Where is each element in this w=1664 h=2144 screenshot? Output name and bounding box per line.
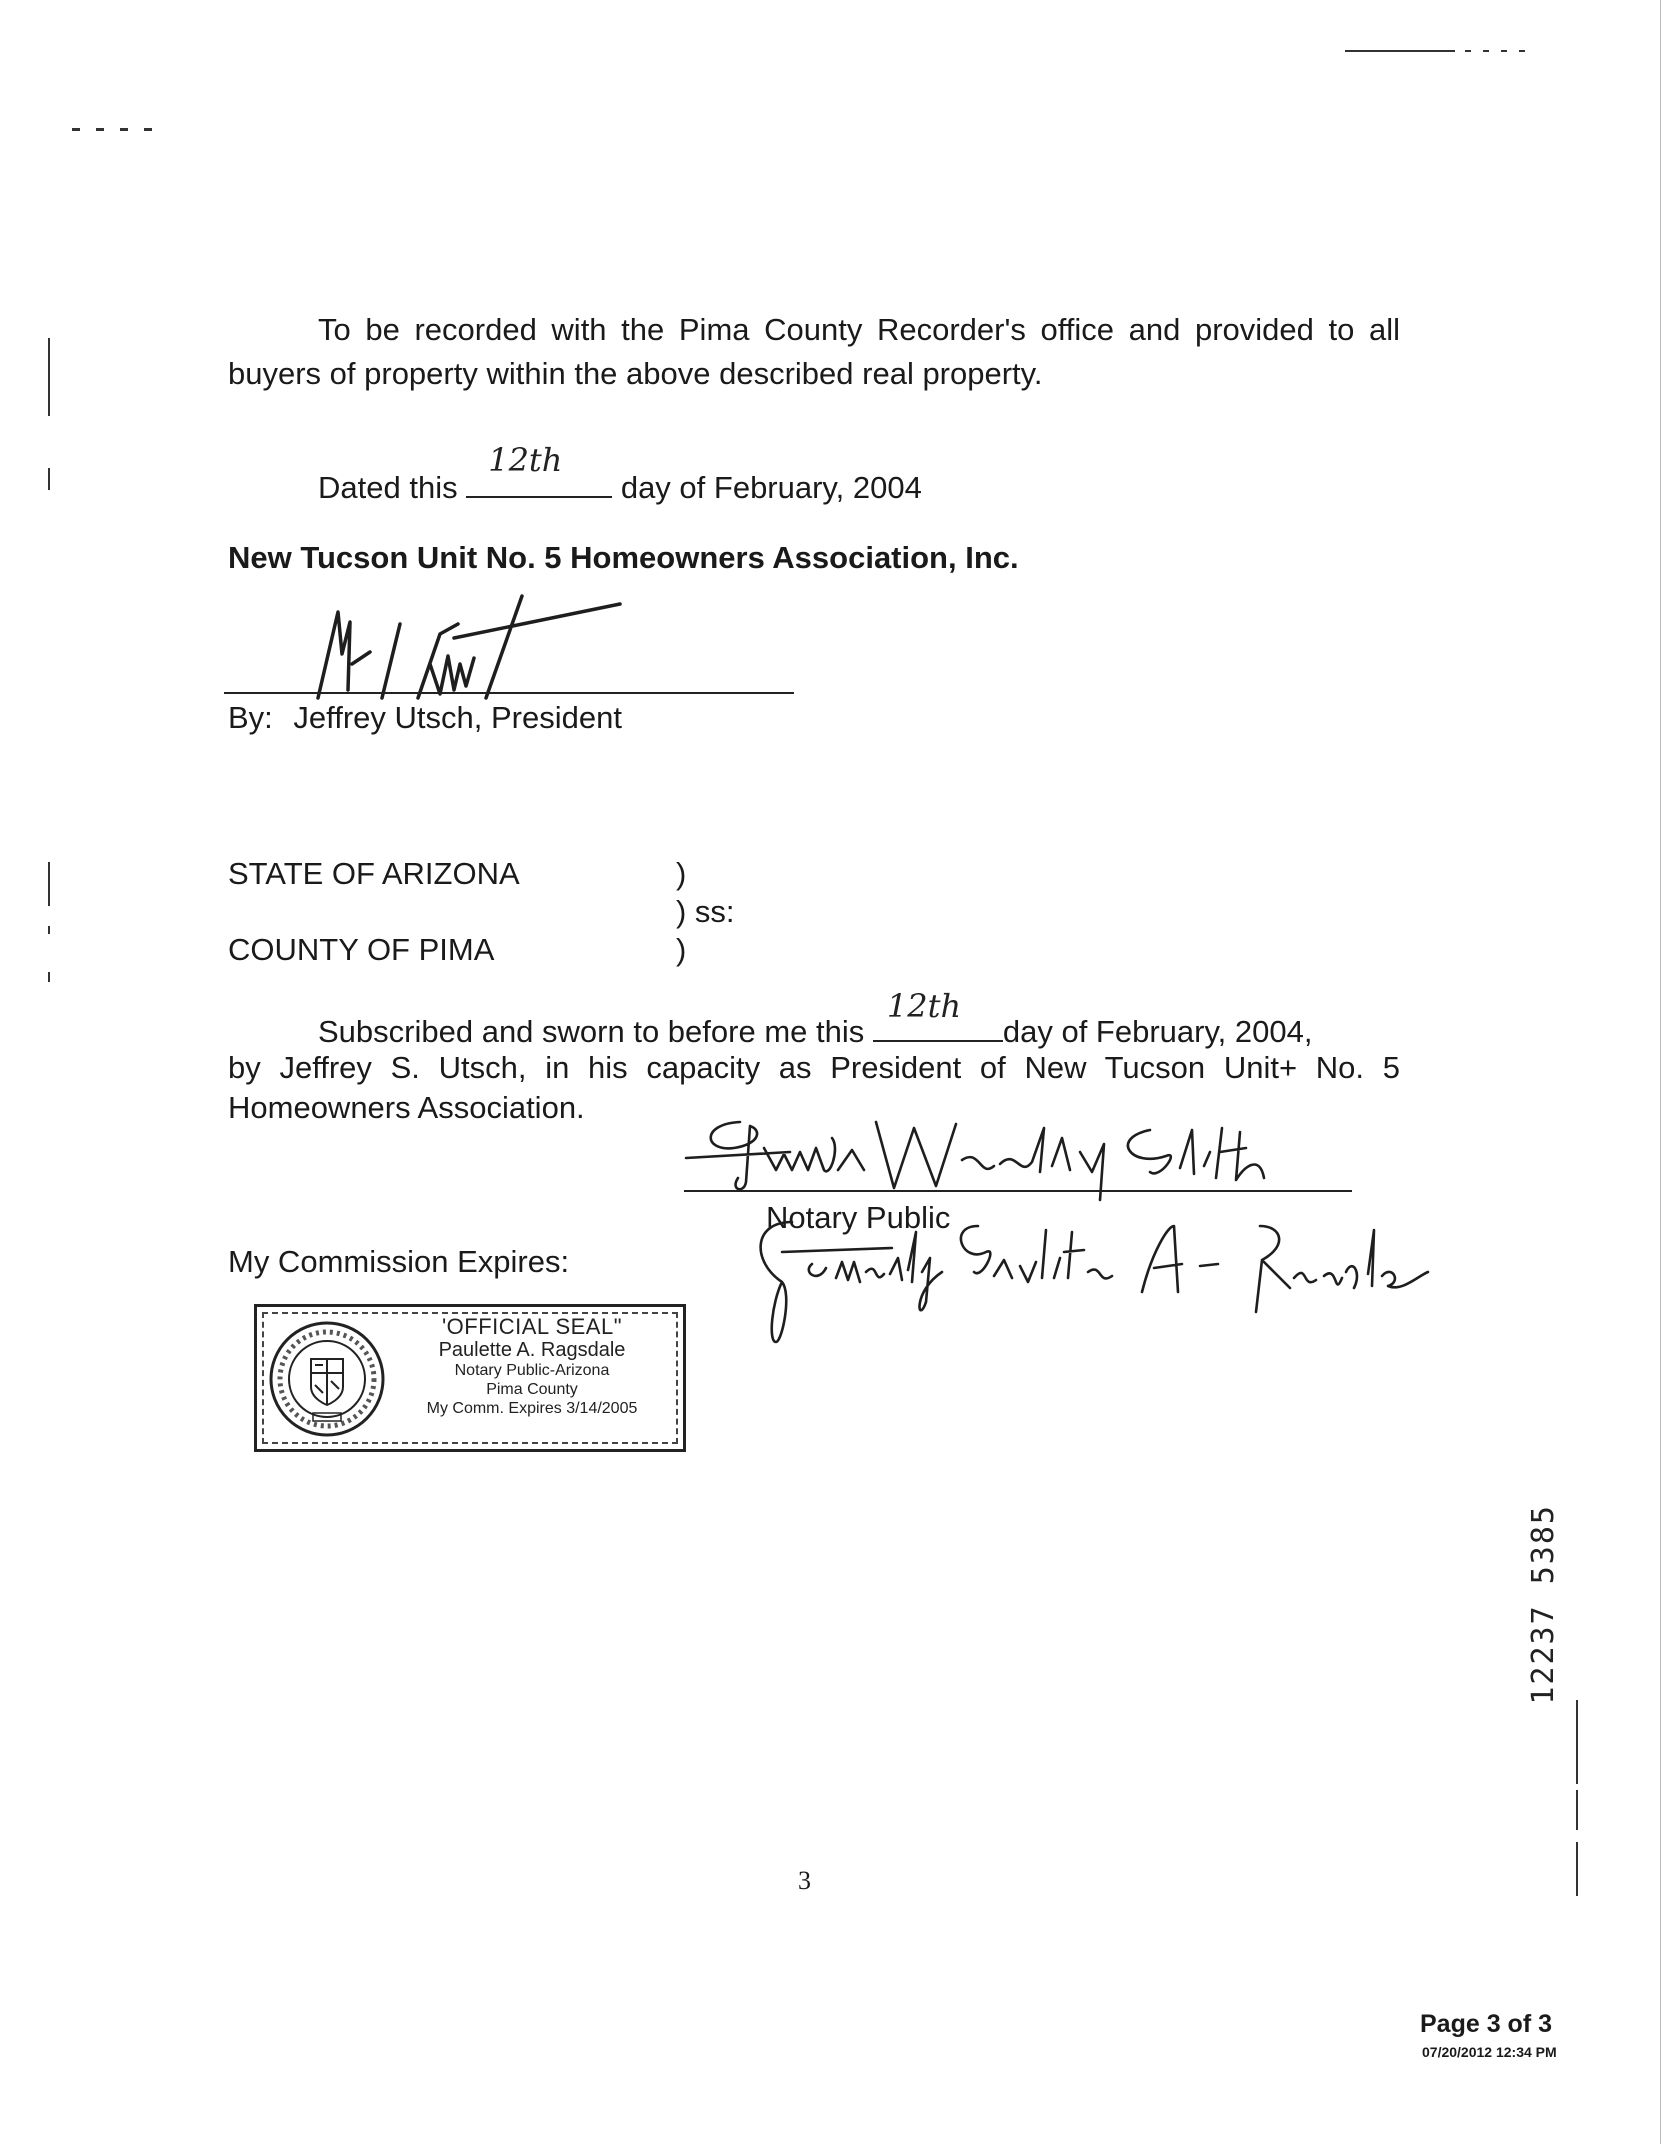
seal-text-block xyxy=(387,1315,677,1419)
side-code-line-2 xyxy=(1576,1790,1578,1830)
venue-state: STATE OF ARIZONA xyxy=(228,856,520,891)
arizona-state-seal-icon xyxy=(267,1319,387,1439)
left-margin-line-3 xyxy=(48,862,50,906)
jurat-prefix: Subscribed and sworn to before me this xyxy=(318,1014,865,1049)
venue-county: COUNTY OF PIMA xyxy=(228,932,495,967)
seal-line-2: Notary Public-Arizona xyxy=(454,1362,610,1379)
dated-day-handwritten: 12th xyxy=(488,441,563,479)
side-code-line-1 xyxy=(1576,1700,1578,1784)
notary-formerly-signature xyxy=(742,1202,1432,1348)
venue-paren-1: ) xyxy=(676,856,687,891)
president-signer: Jeffrey Utsch, President xyxy=(293,700,622,735)
seal-name: Paulette A. Ragsdale xyxy=(438,1339,626,1361)
by-label: By: xyxy=(228,700,273,735)
side-recording-code: 12237 5385 xyxy=(1526,1504,1561,1705)
footer-timestamp: 07/20/2012 12:34 PM xyxy=(1422,2044,1557,2060)
seal-line-3: Pima County xyxy=(486,1381,578,1398)
jurat-day-handwritten: 12th xyxy=(886,987,962,1025)
seal-title: 'OFFICIAL SEAL" xyxy=(441,1314,623,1339)
side-code-line-3 xyxy=(1576,1842,1578,1896)
jurat-line-2: by Jeffrey S. Utsch, in his capacity as President of New Tucson Unit+ No. 5 xyxy=(228,1050,1400,1085)
recording-paragraph-text: To be recorded with the Pima County Recorder's office and provided to all buyers of property within the above described real property. xyxy=(228,312,1400,391)
scan-mark-top-right-dots xyxy=(1465,50,1525,52)
official-seal-stamp xyxy=(254,1304,686,1452)
venue-ss: ) ss: xyxy=(676,894,735,929)
president-signature xyxy=(290,594,630,706)
left-margin-line-2 xyxy=(48,468,50,490)
notary-signature-line xyxy=(684,1190,1352,1192)
scan-mark-top-left xyxy=(72,128,167,131)
left-margin-dot-1 xyxy=(48,926,50,934)
jurat-day-blank xyxy=(873,987,1003,1042)
commission-expires-label: My Commission Expires: xyxy=(228,1244,570,1279)
seal-line-4: My Comm. Expires 3/14/2005 xyxy=(426,1400,638,1417)
page-number: 3 xyxy=(798,1866,811,1895)
president-by-line xyxy=(228,696,622,740)
dated-prefix: Dated this xyxy=(318,470,458,505)
right-edge-line xyxy=(1660,0,1661,2144)
left-margin-dot-2 xyxy=(48,972,50,982)
president-signature-line xyxy=(224,692,794,694)
scan-mark-top-right xyxy=(1345,50,1455,52)
association-name: New Tucson Unit No. 5 Homeowners Association, Inc. xyxy=(228,540,1019,575)
footer-page-of: Page 3 of 3 xyxy=(1420,2010,1552,2038)
venue-paren-2: ) xyxy=(676,932,687,967)
jurat-line-3: Homeowners Association. xyxy=(228,1090,585,1125)
dated-suffix: day of February, 2004 xyxy=(620,470,922,505)
left-margin-line-1 xyxy=(48,338,50,416)
dated-line xyxy=(318,441,922,510)
recording-paragraph xyxy=(228,308,1400,396)
notary-public-label: Notary Public xyxy=(766,1200,951,1235)
jurat-suffix: day of February, 2004, xyxy=(1002,1014,1313,1049)
dated-day-blank xyxy=(466,441,612,498)
